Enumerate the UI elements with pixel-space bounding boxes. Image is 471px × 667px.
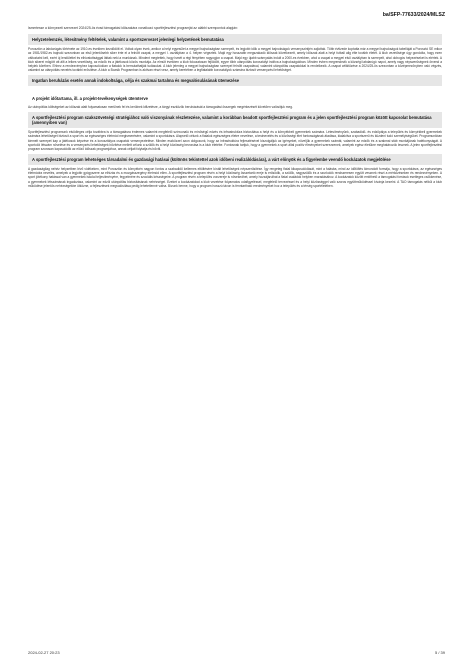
- section-title-timeline: A projekt időtartama, ill. a projekt-tevékenységek ütemterve: [28, 94, 442, 103]
- section-text-strategy: Sportfejlesztési programunk elsődleges célja továbbra is a támogatásra érdemes valamint megfelelő színvonalú és minőségű edzés és infrastruktúra biztosítása a helyi és a környékbeli gyermekek számára. Létesítményünk, szabadidő- és edzőpálya a település és környékbeli gyermekek számára lehetőséget biztosít a sport és az egészséges életmód megismerésére, valamint a sportolásra. Alapvető célunk a fiatalok egészséges életre nevelése, a testnevelés és a közösségi élet fontosságának átadása, kialakítva a sportszerű és küzdeni tudó személyiségüket. Programunkban kiemelt szerepet kap a játékosok képzése és a korosztályos csapatok versenyeztetése. Minden eszközzel azon dolgozunk, hogy az infrastruktúra fejlesztésével kiszolgáljuk az igényeket, növeljük a gyermekek számát, valamint az edzők és a szakmai stáb munkájának hatékonyságát. A sportolói létszám növelése és a versenyzési lehetőségek bővítése mellett célunk a szülők és a helyi közösség bevonása is a klub életébe. Fontosnak tartjuk, hogy a gyermekek a sport által pozitív élményeket szerezzenek, amelyek egész életükre meghatározók lesznek. A jelen sportfejlesztési program szorosan kapcsolódik az előző időszak programjához, annak céljait folytatja és bővíti.: [28, 130, 442, 151]
- document-body: [28, 26, 442, 190]
- section-title-strategy: A sportfejlesztési program szakszövetségi stratégiához való viszonyának részletezése, valamint a korábban beadott sportfejlesztési program és a jelen sportfejlesztési program között kapcsolat bemutatása (amennyiben van): [28, 112, 442, 128]
- section-title-impact: A sportfejlesztési program lehetséges társadalmi és gazdasági hatásai (különös tekintettel azok időbeni realizálódására), a várt előnyök és a figyelembe veendő kockázatok megjelölése: [28, 154, 442, 165]
- section-title-situation: Helyzetelemzés, létesítmény feltételek, valamint a sportszervezet jelenlegi helyzetének bemutatása: [28, 34, 442, 45]
- page-reference: ba/SFP-77633/2024/MLSZ: [382, 12, 445, 18]
- intro-text: Ismertesse a környezeti szervezet 2024/25-ös évad támogatási időszakára vonatkozó sportfejlesztési programját az alábbi szempontok alapján:: [28, 26, 238, 30]
- footer-datetime: 2024-02-27 20:23: [28, 650, 60, 655]
- section-text-timeline: Az utánpótlás költségeket az időszak alatt folyamatosan merülnek fel és kerülnek kifizetésre, a tárgyi eszközök beruházását a támogatási összegek megérkezését követően valósítjuk meg.: [28, 105, 293, 110]
- section-text-situation: Porosztón a labdarúgás története az 1910-es években kezdődött el. Voltak olyan évek, amikor a helyi egyesület a megyei bajnokságban szerepelt, és legjobb idők a megyei bajnokságok versenyszintjén zajlottak. Több évtizede koptatta már a megyei bajnokságok tabelláját a Porosztó SE mikor az 1981/1982-es bajnoki szezonban az első jelentősebb siker érte el a felnőtt csapat, a megyei I. osztályban a 4. helyen végeztek. Majd egy hosszabb megszakadó időszak következett, amely időszak alatt a helyi futball alig élte tovább életét. A klub vezetősége úgy gondolta, hogy ezen változtatni kell, ezért új lendülettel és elhivatottsággal láttak neki a munkának. Mindent megtettek, hogy ismét a régi fényében ragyogjon a csapat. Majd egy újabb szárnyalás indult a 2000-es években, ahol a csapat a megyei első osztályban is szerepelt, ahol dobogós helyezéseket is elértek. A klub sikerei mögött ott állt a lelkes vezetőség, az edzők és a játékosok közös munkája. Az elmúlt években a klub fokozatosan fejlődött, egyre több utánpótlás korosztályt indítva a bajnokságokban. Minden évben megrendezik a községi labdarúgó napot, amely nagy népszerűségnek örvend a helyiek körében. Ehhez a rendezvényhez kapcsolódóan a fiatalok is bemutathatják tudásukat. A klub jelenleg a megyei bajnokságban szerepel felnőtt csapatával, valamint utánpótlás csapatokkal is rendelkezik. A csapat célkitűzése a 2024/25-ös szezonban a középmezőnyben való végzés, valamint az utánpótlás nevelés további erősítése. A klub a Bozsik Programban is aktívan részt vesz, amely keretében a legfiatalabb korosztályok számára biztosít versenyzési lehetőséget.: [28, 47, 442, 72]
- section-text-impact: A gazdaságilag nehéz helyzetben lévő vidékeken, mint Porosztón és környékén nagyon fontos a szabadidő kellemes eltöltésére kínált lehetőségek népszerűsítése. Így rengeteg fiatal kikapcsolódását, mint a futásba, mind az időtöltés kimondott formája, hogy a sportolásra, az egészséges életmódra nevelés, amelyek a legjobb gyógyszere az elhízás és a mozgásszegény életmód ellen. A sportfejlesztési program révén a helyi közösség összetartó ereje is erősödik, a szülők, nagyszülők és a szurkolók rendszeresen együtt vesznek részt a mérkőzéseken és rendezvényeken. A sport jótékony hatással van a gyermekek iskolai teljesítményére, fegyelmére és szociális készségeire. A program révén a település vonzereje is növekedhet, amely hozzájárulhat a fiatal családok helyben maradásához. A kockázatok között említhető a támogatási források esetleges csökkenése, a gyermekek létszámának ingadozása, valamint az edzői utánpótlás biztosításának nehézségei. Ezeket a kockázatokat a klub vezetése folyamatos odafigyeléssel, megfelelő tervezéssel és a helyi közösséggel való szoros együttműködéssel kívánja kezelni. A TAO támogatás nélkül a klub működése jelentős nehézségekbe ütközne, a fejlesztések megvalósítása pedig lehetetlenné válna. Bízunk benne, hogy a program hosszú távon is fenntartható eredményeket hoz a település és a térség sportéletében.: [28, 167, 442, 188]
- footer-page-number: 5 / 39: [434, 650, 445, 655]
- section-title-real-estate: Ingatlan beruházás esetén annak indokoltsága, célja és szakmai tartalma és megvalósulásának ütemezése: [28, 75, 442, 86]
